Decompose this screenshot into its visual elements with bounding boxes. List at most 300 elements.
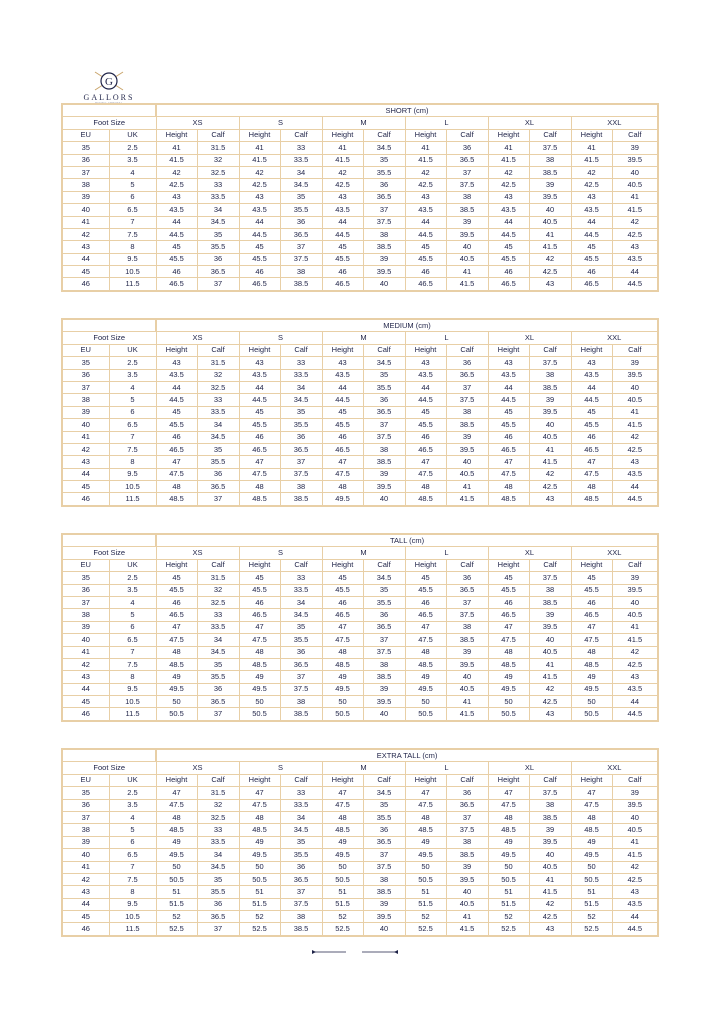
height-cell: 51 — [405, 886, 446, 898]
height-header: Height — [571, 129, 612, 141]
calf-header: Calf — [446, 559, 488, 571]
calf-cell: 32.5 — [197, 811, 239, 823]
calf-cell: 38.5 — [446, 849, 488, 861]
height-cell: 46 — [405, 431, 446, 443]
calf-cell: 34.5 — [197, 431, 239, 443]
height-cell: 42 — [571, 166, 612, 178]
height-cell: 50.5 — [239, 873, 280, 885]
calf-cell: 38 — [363, 658, 405, 670]
height-cell: 47 — [239, 456, 280, 468]
calf-cell: 36 — [363, 179, 405, 191]
calf-cell: 33 — [280, 357, 322, 369]
calf-cell: 36.5 — [363, 836, 405, 848]
height-cell: 43.5 — [239, 369, 280, 381]
height-cell: 50 — [322, 861, 363, 873]
calf-cell: 39 — [363, 898, 405, 910]
calf-cell: 40 — [446, 456, 488, 468]
calf-cell: 37.5 — [280, 253, 322, 265]
height-cell: 45.5 — [156, 253, 197, 265]
height-cell: 52.5 — [405, 923, 446, 936]
calf-cell: 39 — [612, 787, 658, 799]
height-cell: 50.5 — [156, 708, 197, 721]
height-cell: 46 — [322, 266, 363, 278]
calf-cell: 36 — [446, 357, 488, 369]
height-cell: 49 — [488, 671, 529, 683]
uk-size-cell: 6.5 — [109, 419, 156, 431]
calf-cell: 36 — [197, 468, 239, 480]
uk-size-cell: 6 — [109, 406, 156, 418]
calf-cell: 40.5 — [612, 179, 658, 191]
calf-cell: 41.5 — [446, 278, 488, 291]
calf-cell: 36.5 — [280, 443, 322, 455]
calf-cell: 42.5 — [612, 228, 658, 240]
height-cell: 48 — [405, 481, 446, 493]
calf-cell: 35.5 — [197, 456, 239, 468]
height-cell: 49 — [239, 836, 280, 848]
size-header-s: S — [239, 332, 322, 344]
calf-cell: 40.5 — [529, 861, 571, 873]
eu-size-cell: 46 — [62, 278, 109, 291]
size-header-s: S — [239, 117, 322, 129]
calf-cell: 37 — [280, 456, 322, 468]
height-cell: 47 — [156, 787, 197, 799]
height-header: Height — [488, 344, 529, 356]
uk-size-cell: 7.5 — [109, 228, 156, 240]
table-row — [62, 696, 658, 708]
height-cell: 43 — [488, 357, 529, 369]
height-cell: 50.5 — [322, 873, 363, 885]
height-cell: 41.5 — [488, 154, 529, 166]
height-cell: 47.5 — [156, 634, 197, 646]
height-cell: 42 — [156, 166, 197, 178]
uk-size-cell: 2.5 — [109, 787, 156, 799]
calf-cell: 32 — [197, 584, 239, 596]
calf-cell: 34 — [280, 381, 322, 393]
calf-cell: 36 — [280, 646, 322, 658]
eu-size-cell: 38 — [62, 179, 109, 191]
height-cell: 50 — [571, 696, 612, 708]
height-cell: 46 — [156, 596, 197, 608]
height-cell: 49.5 — [156, 849, 197, 861]
calf-cell: 35.5 — [363, 381, 405, 393]
calf-cell: 37.5 — [363, 216, 405, 228]
table-row — [62, 278, 658, 291]
table-row — [62, 179, 658, 191]
calf-cell: 36.5 — [363, 191, 405, 203]
calf-cell: 36.5 — [197, 696, 239, 708]
height-cell: 52 — [156, 911, 197, 923]
height-cell: 48 — [156, 646, 197, 658]
table-row — [62, 381, 658, 393]
height-cell: 44 — [156, 381, 197, 393]
calf-cell: 33.5 — [280, 799, 322, 811]
calf-header: Calf — [612, 129, 658, 141]
calf-header: Calf — [363, 344, 405, 356]
height-cell: 47.5 — [405, 799, 446, 811]
calf-cell: 37 — [363, 204, 405, 216]
calf-cell: 36 — [363, 394, 405, 406]
height-cell: 50.5 — [322, 708, 363, 721]
height-cell: 42 — [405, 166, 446, 178]
size-header-xxl: XXL — [571, 117, 658, 129]
calf-cell: 39.5 — [612, 799, 658, 811]
calf-cell: 39 — [363, 683, 405, 695]
height-cell: 46 — [239, 266, 280, 278]
height-cell: 46.5 — [239, 443, 280, 455]
height-cell: 41 — [571, 142, 612, 154]
calf-cell: 34.5 — [280, 824, 322, 836]
calf-cell: 38.5 — [363, 886, 405, 898]
calf-header: Calf — [197, 129, 239, 141]
height-cell: 45 — [239, 572, 280, 584]
table-row — [62, 216, 658, 228]
calf-cell: 34 — [197, 204, 239, 216]
eu-size-cell: 40 — [62, 204, 109, 216]
height-cell: 46.5 — [571, 278, 612, 291]
height-cell: 45 — [322, 406, 363, 418]
calf-cell: 36 — [363, 824, 405, 836]
height-cell: 47.5 — [488, 634, 529, 646]
height-cell: 51.5 — [322, 898, 363, 910]
uk-size-cell: 6 — [109, 836, 156, 848]
table-row — [62, 394, 658, 406]
column-header-row — [62, 559, 658, 571]
calf-cell: 38 — [529, 584, 571, 596]
height-cell: 52 — [405, 911, 446, 923]
height-cell: 43.5 — [571, 204, 612, 216]
eu-size-cell: 44 — [62, 683, 109, 695]
calf-cell: 40.5 — [446, 468, 488, 480]
calf-header: Calf — [612, 559, 658, 571]
blank-cell — [62, 104, 156, 117]
eu-size-cell: 35 — [62, 787, 109, 799]
height-cell: 50.5 — [405, 708, 446, 721]
height-cell: 45.5 — [571, 584, 612, 596]
table-row — [62, 584, 658, 596]
calf-cell: 38 — [363, 443, 405, 455]
uk-size-cell: 8 — [109, 456, 156, 468]
calf-cell: 41.5 — [612, 634, 658, 646]
calf-header: Calf — [197, 344, 239, 356]
height-cell: 49 — [156, 671, 197, 683]
calf-cell: 41.5 — [529, 241, 571, 253]
calf-cell: 41.5 — [612, 849, 658, 861]
calf-cell: 36 — [446, 572, 488, 584]
calf-cell: 38.5 — [446, 419, 488, 431]
eu-size-cell: 35 — [62, 142, 109, 154]
calf-cell: 37 — [197, 923, 239, 936]
height-cell: 48 — [239, 646, 280, 658]
uk-size-cell: 10.5 — [109, 481, 156, 493]
height-header: Height — [322, 774, 363, 786]
height-cell: 47 — [488, 621, 529, 633]
height-cell: 48.5 — [322, 658, 363, 670]
height-cell: 46 — [488, 431, 529, 443]
height-cell: 45.5 — [405, 584, 446, 596]
height-cell: 41.5 — [322, 154, 363, 166]
table-row — [62, 646, 658, 658]
height-header: Height — [239, 559, 280, 571]
calf-cell: 39 — [612, 572, 658, 584]
height-cell: 46.5 — [571, 609, 612, 621]
table-row — [62, 369, 658, 381]
calf-cell: 38.5 — [280, 923, 322, 936]
height-header: Height — [239, 129, 280, 141]
calf-cell: 37.5 — [280, 683, 322, 695]
height-cell: 50.5 — [405, 873, 446, 885]
height-cell: 45.5 — [239, 584, 280, 596]
height-cell: 48.5 — [156, 493, 197, 506]
size-header-row — [62, 547, 658, 559]
calf-cell: 32 — [197, 369, 239, 381]
calf-cell: 38.5 — [363, 456, 405, 468]
height-cell: 49.5 — [571, 683, 612, 695]
calf-cell: 37.5 — [529, 572, 571, 584]
height-cell: 51.5 — [571, 898, 612, 910]
table-row — [62, 443, 658, 455]
height-cell: 49 — [239, 671, 280, 683]
calf-header: Calf — [363, 774, 405, 786]
height-cell: 47.5 — [156, 468, 197, 480]
column-header-row — [62, 344, 658, 356]
height-cell: 47 — [405, 621, 446, 633]
height-cell: 45 — [488, 241, 529, 253]
calf-cell: 39 — [363, 468, 405, 480]
height-cell: 49 — [405, 836, 446, 848]
calf-cell: 34 — [280, 166, 322, 178]
height-cell: 48 — [571, 811, 612, 823]
height-cell: 52 — [488, 911, 529, 923]
size-header-s: S — [239, 547, 322, 559]
height-cell: 46 — [571, 266, 612, 278]
calf-cell: 40 — [363, 493, 405, 506]
height-cell: 43.5 — [322, 204, 363, 216]
height-header: Height — [239, 344, 280, 356]
height-cell: 43.5 — [571, 369, 612, 381]
calf-cell: 33 — [280, 787, 322, 799]
height-cell: 49.5 — [322, 493, 363, 506]
height-cell: 44.5 — [488, 228, 529, 240]
table-row — [62, 658, 658, 670]
height-cell: 47 — [322, 456, 363, 468]
height-header: Height — [405, 344, 446, 356]
calf-cell: 37.5 — [363, 431, 405, 443]
calf-cell: 39 — [529, 394, 571, 406]
height-cell: 45 — [488, 572, 529, 584]
height-cell: 47 — [322, 621, 363, 633]
calf-cell: 40 — [529, 849, 571, 861]
foot-size-header: Foot Size — [62, 762, 156, 774]
height-cell: 50 — [488, 861, 529, 873]
height-cell: 45 — [239, 241, 280, 253]
height-cell: 46.5 — [405, 609, 446, 621]
calf-header: Calf — [529, 129, 571, 141]
calf-cell: 34.5 — [197, 646, 239, 658]
height-cell: 42 — [322, 166, 363, 178]
height-cell: 45.5 — [571, 419, 612, 431]
calf-cell: 40 — [612, 166, 658, 178]
calf-cell: 35 — [197, 443, 239, 455]
eu-size-cell: 37 — [62, 381, 109, 393]
calf-cell: 44.5 — [612, 278, 658, 291]
height-cell: 44.5 — [571, 228, 612, 240]
height-header: Height — [488, 774, 529, 786]
calf-cell: 39.5 — [529, 406, 571, 418]
table-row — [62, 836, 658, 848]
calf-cell: 34 — [280, 811, 322, 823]
height-cell: 51 — [571, 886, 612, 898]
height-header: Height — [322, 129, 363, 141]
height-cell: 48 — [405, 811, 446, 823]
height-cell: 50.5 — [156, 873, 197, 885]
eu-size-cell: 41 — [62, 431, 109, 443]
height-cell: 46.5 — [405, 443, 446, 455]
calf-cell: 37 — [197, 493, 239, 506]
calf-cell: 44.5 — [612, 708, 658, 721]
table-row — [62, 266, 658, 278]
calf-cell: 41 — [529, 443, 571, 455]
calf-cell: 34 — [197, 634, 239, 646]
table-row — [62, 849, 658, 861]
calf-cell: 37.5 — [529, 787, 571, 799]
height-cell: 49.5 — [488, 849, 529, 861]
height-cell: 45 — [322, 241, 363, 253]
height-cell: 43.5 — [488, 204, 529, 216]
calf-cell: 36.5 — [280, 658, 322, 670]
height-cell: 46.5 — [322, 609, 363, 621]
size-header-m: M — [322, 332, 405, 344]
title-row — [62, 534, 658, 547]
gallors-emblem-icon — [89, 70, 129, 92]
calf-cell: 38 — [363, 228, 405, 240]
calf-cell: 35 — [197, 228, 239, 240]
calf-cell: 36 — [197, 683, 239, 695]
title-row — [62, 319, 658, 332]
calf-cell: 37.5 — [363, 861, 405, 873]
foot-size-header: Foot Size — [62, 117, 156, 129]
table-row — [62, 456, 658, 468]
calf-cell: 33 — [280, 572, 322, 584]
eu-size-cell: 40 — [62, 419, 109, 431]
height-cell: 50 — [322, 696, 363, 708]
calf-cell: 40.5 — [446, 253, 488, 265]
height-cell: 45 — [322, 572, 363, 584]
table-row — [62, 357, 658, 369]
calf-cell: 38.5 — [446, 634, 488, 646]
calf-cell: 33.5 — [197, 191, 239, 203]
height-cell: 49.5 — [488, 683, 529, 695]
uk-size-cell: 3.5 — [109, 584, 156, 596]
height-cell: 43.5 — [488, 369, 529, 381]
height-cell: 45.5 — [156, 584, 197, 596]
calf-cell: 40.5 — [529, 646, 571, 658]
eu-size-cell: 41 — [62, 216, 109, 228]
height-cell: 52.5 — [239, 923, 280, 936]
height-cell: 48.5 — [571, 493, 612, 506]
height-cell: 47.5 — [322, 799, 363, 811]
table-row — [62, 621, 658, 633]
calf-cell: 35 — [280, 191, 322, 203]
height-cell: 50.5 — [488, 873, 529, 885]
height-cell: 48.5 — [488, 493, 529, 506]
height-cell: 50.5 — [239, 708, 280, 721]
size-header-m: M — [322, 117, 405, 129]
height-cell: 47.5 — [571, 468, 612, 480]
height-cell: 45 — [405, 572, 446, 584]
foot-size-header: Foot Size — [62, 547, 156, 559]
eu-size-cell: 41 — [62, 861, 109, 873]
height-cell: 49 — [322, 671, 363, 683]
height-header: Height — [405, 559, 446, 571]
height-cell: 47.5 — [488, 468, 529, 480]
height-cell: 47 — [571, 456, 612, 468]
calf-cell: 40 — [529, 419, 571, 431]
height-cell: 52 — [322, 911, 363, 923]
calf-cell: 41.5 — [446, 923, 488, 936]
calf-cell: 37 — [280, 241, 322, 253]
height-cell: 46.5 — [488, 609, 529, 621]
height-cell: 41.5 — [405, 154, 446, 166]
height-cell: 43 — [405, 191, 446, 203]
calf-cell: 36 — [280, 861, 322, 873]
calf-cell: 38 — [363, 873, 405, 885]
height-cell: 44 — [571, 381, 612, 393]
height-cell: 45 — [405, 406, 446, 418]
brand-name: GALLORS — [83, 93, 135, 102]
height-cell: 47 — [405, 787, 446, 799]
eu-size-cell: 45 — [62, 696, 109, 708]
calf-cell: 37 — [363, 634, 405, 646]
height-cell: 43 — [571, 357, 612, 369]
calf-cell: 44.5 — [612, 923, 658, 936]
eu-size-cell: 44 — [62, 253, 109, 265]
uk-header: UK — [109, 344, 156, 356]
height-cell: 43.5 — [239, 204, 280, 216]
calf-cell: 32 — [197, 154, 239, 166]
height-cell: 42.5 — [405, 179, 446, 191]
height-cell: 46 — [322, 596, 363, 608]
eu-size-cell: 37 — [62, 811, 109, 823]
calf-cell: 41.5 — [446, 708, 488, 721]
height-header: Height — [156, 344, 197, 356]
height-cell: 41 — [405, 142, 446, 154]
height-cell: 49 — [488, 836, 529, 848]
uk-header: UK — [109, 559, 156, 571]
calf-cell: 41 — [529, 228, 571, 240]
height-cell: 45.5 — [488, 253, 529, 265]
height-header: Height — [156, 129, 197, 141]
calf-cell: 33 — [280, 142, 322, 154]
eu-size-cell: 42 — [62, 658, 109, 670]
height-cell: 46 — [156, 266, 197, 278]
height-cell: 41.5 — [239, 154, 280, 166]
uk-size-cell: 7 — [109, 431, 156, 443]
uk-header: UK — [109, 129, 156, 141]
table-row — [62, 609, 658, 621]
height-cell: 51.5 — [239, 898, 280, 910]
eu-size-cell: 38 — [62, 394, 109, 406]
uk-size-cell: 2.5 — [109, 572, 156, 584]
table-row — [62, 683, 658, 695]
calf-cell: 40 — [529, 204, 571, 216]
height-header: Height — [322, 344, 363, 356]
calf-cell: 40 — [612, 381, 658, 393]
calf-cell: 44 — [612, 911, 658, 923]
calf-cell: 38.5 — [363, 671, 405, 683]
height-cell: 45 — [239, 406, 280, 418]
height-cell: 41.5 — [156, 154, 197, 166]
table-row — [62, 824, 658, 836]
